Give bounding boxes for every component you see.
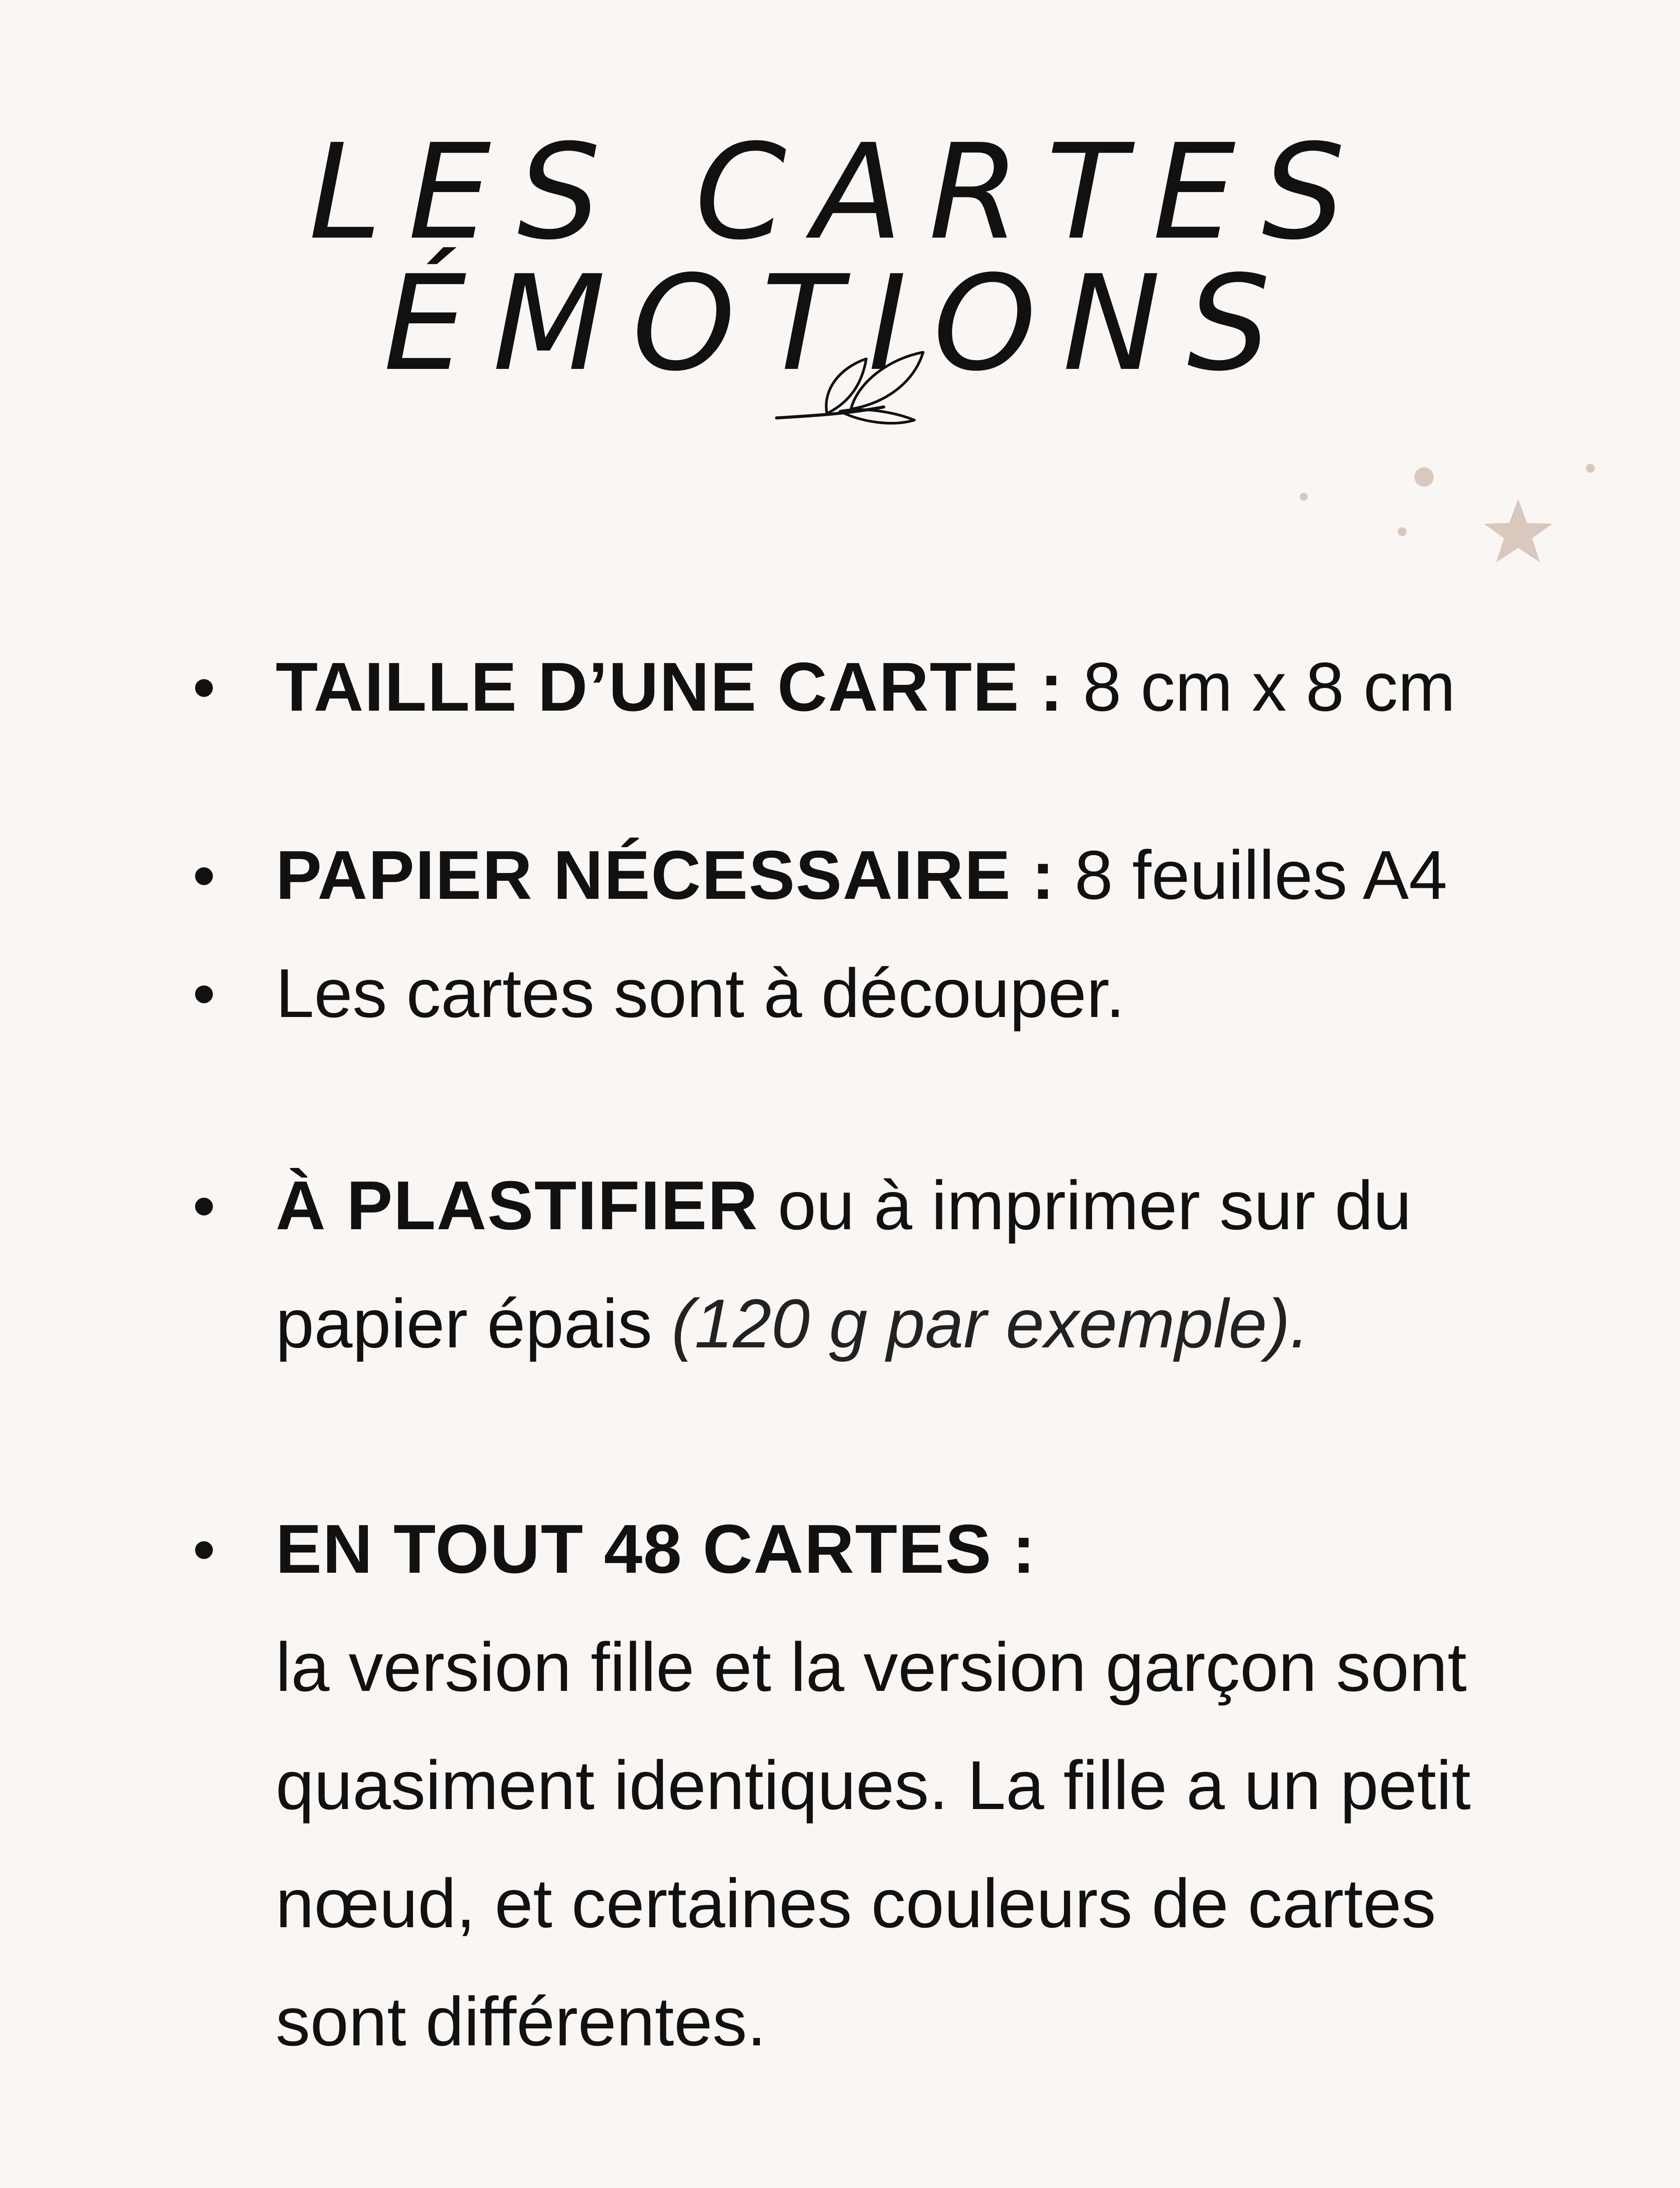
total-line-3: nœud, et certaines couleurs de cartes	[276, 1865, 1436, 1942]
laminate-italic: (120 g par exemple).	[671, 1285, 1309, 1362]
bullet: •	[192, 1169, 216, 1242]
paper-value: 8 feuilles A4	[1055, 837, 1448, 914]
bullet: •	[192, 1512, 216, 1586]
size-label: TAILLE D’UNE CARTE :	[276, 649, 1064, 726]
total-line-4: sont différentes.	[276, 1983, 766, 2060]
total-line-1: la version fille et la version garçon sont	[276, 1629, 1467, 1706]
laminate-label: À PLASTIFIER	[276, 1167, 759, 1244]
bullet: •	[192, 838, 216, 912]
bullet: •	[192, 650, 216, 724]
star-decoration-icon	[1295, 455, 1601, 569]
leaf-icon	[774, 341, 936, 429]
cut-text: Les cartes sont à découper.	[276, 955, 1125, 1032]
bullet: •	[192, 957, 216, 1030]
laminate-value: ou à imprimer sur du	[758, 1167, 1412, 1244]
laminate-line2: papier épais	[276, 1285, 672, 1362]
total-line-2: quasiment identiques. La fille a un petit	[276, 1747, 1471, 1824]
paper-label: PAPIER NÉCESSAIRE :	[276, 837, 1056, 914]
total-label: EN TOUT 48 CARTES :	[276, 1511, 1036, 1588]
page-title: LES CARTES ÉMOTIONS	[308, 116, 1372, 400]
size-value: 8 cm x 8 cm	[1064, 649, 1456, 726]
